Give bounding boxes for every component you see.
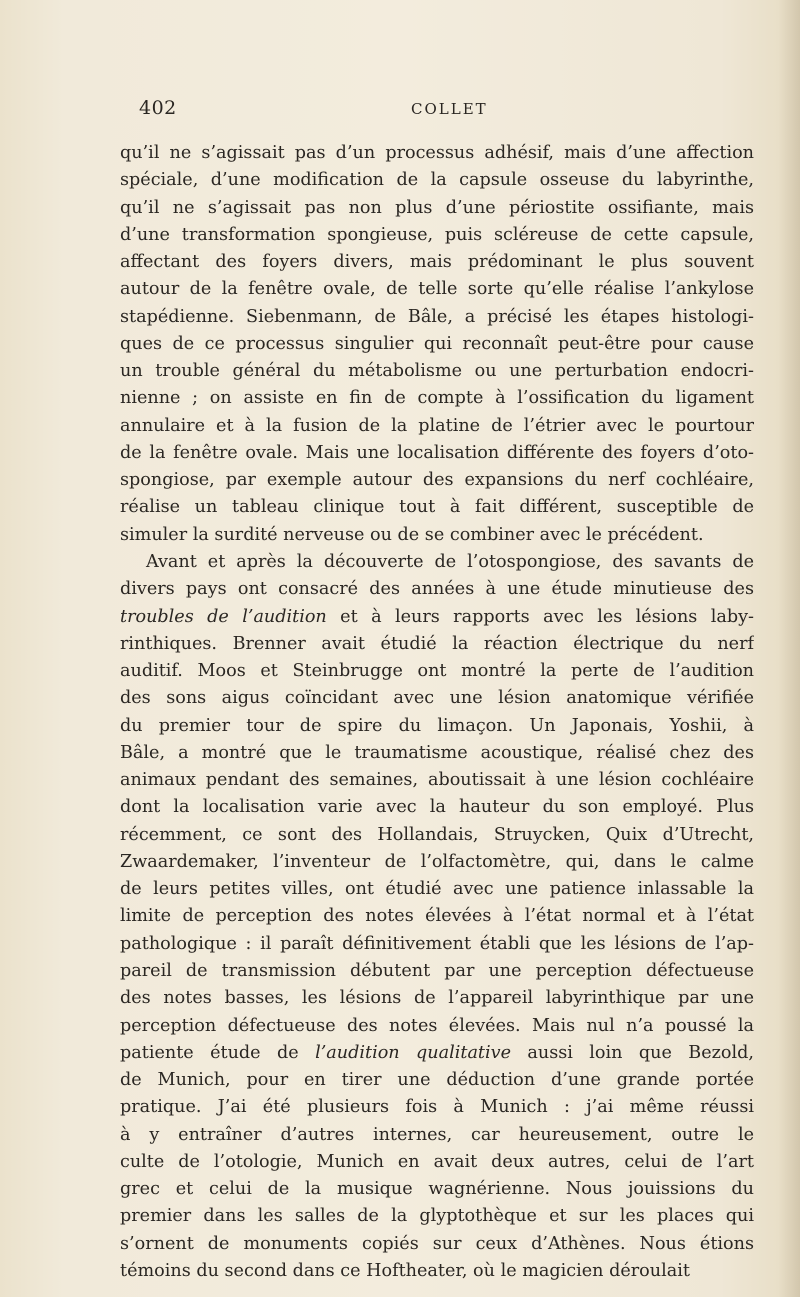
- text-line: affectant des foyers divers, mais prédominant le plus souvent: [120, 252, 754, 273]
- text-line: de la fenêtre ovale. Mais une localisation différente des foyers d’oto-: [120, 442, 754, 463]
- text-line: qu’il ne s’agissait pas d’un processus adhésif, mais d’une affection: [120, 143, 754, 163]
- text-line: spéciale, d’une modification de la capsule osseuse du labyrinthe,: [120, 170, 754, 191]
- text-line: à y entraîner d’autres internes, car heureusement, outre le: [120, 1124, 754, 1145]
- text-line: pareil de transmission débutent par une perception défectueuse: [120, 960, 754, 981]
- text-line: un trouble général du métabolisme ou une perturbation endocri-: [120, 361, 754, 382]
- text-line: premier dans les salles de la glyptothèque et sur les places qui: [120, 1206, 754, 1227]
- text-line: nienne ; on assiste en fin de compte à l’ossification du ligament: [120, 388, 754, 409]
- running-title: COLLET: [411, 100, 488, 118]
- italic-phrase: troubles de l’audition: [120, 606, 327, 627]
- text-line: spongiose, par exemple autour des expansions du nerf cochléaire,: [120, 470, 754, 491]
- text-line: ques de ce processus singulier qui reconnaît peut-être pour cause: [120, 333, 754, 354]
- text-line: limite de perception des notes élevées à l’état normal et à l’état: [120, 906, 754, 927]
- text-line: des sons aigus coïncidant avec une lésion anatomique vérifiée: [120, 688, 754, 709]
- italic-phrase: l’audition qualitative: [315, 1042, 511, 1063]
- text-line: pathologique : il paraît définitivement établi que les lésions de l’ap-: [120, 933, 754, 954]
- text-line: pratique. J’ai été plusieurs fois à Munich : j’ai même réussi: [120, 1097, 754, 1118]
- text-line: réalise un tableau clinique tout à fait différent, susceptible de: [120, 497, 754, 518]
- page-number: 402: [139, 97, 177, 119]
- text-line: divers pays ont consacré des années à une étude minutieuse des: [120, 579, 754, 600]
- text-line: rinthiques. Brenner avait étudié la réaction électrique du nerf: [120, 633, 754, 654]
- body-text: [120, 140, 754, 1285]
- running-head: [139, 97, 759, 123]
- text-line: récemment, ce sont des Hollandais, Struycken, Quix d’Utrecht,: [120, 824, 754, 845]
- text-line: du premier tour de spire du limaçon. Un Japonais, Yoshii, à: [120, 715, 754, 736]
- text-line: témoins du second dans ce Hoftheater, où le magicien déroulait: [120, 1260, 690, 1281]
- text-line: autour de la fenêtre ovale, de telle sorte qu’elle réalise l’ankylose: [120, 279, 754, 300]
- text-line: auditif. Moos et Steinbrugge ont montré la perte de l’audition: [120, 661, 754, 682]
- text-line: annulaire et à la fusion de la platine de l’étrier avec le pourtour: [120, 415, 754, 436]
- text-line: grec et celui de la musique wagnérienne. Nous jouissions du: [120, 1179, 754, 1200]
- text-line: de leurs petites villes, ont étudié avec une patience inlassable la: [120, 879, 754, 900]
- text-line: simuler la surdité nerveuse ou de se combiner avec le précédent.: [120, 524, 704, 545]
- page-edge-shadow: [778, 0, 800, 1297]
- text-line: patiente étude de l’audition qualitative aussi loin que Bezold,: [120, 1042, 754, 1063]
- text-line: qu’il ne s’agissait pas non plus d’une périostite ossifiante, mais: [120, 197, 754, 218]
- text-line: des notes basses, les lésions de l’appareil labyrinthique par une: [120, 988, 754, 1009]
- text-line: Bâle, a montré que le traumatisme acoustique, réalisé chez des: [120, 742, 754, 763]
- text-line: de Munich, pour en tirer une déduction d’une grande portée: [120, 1070, 754, 1091]
- text-line: s’ornent de monuments copiés sur ceux d’Athènes. Nous étions: [120, 1233, 754, 1254]
- text-line: culte de l’otologie, Munich en avait deux autres, celui de l’art: [120, 1151, 754, 1172]
- text-line: d’une transformation spongieuse, puis scléreuse de cette capsule,: [120, 224, 754, 245]
- text-line: dont la localisation varie avec la hauteur du son employé. Plus: [120, 797, 754, 818]
- text-line: perception défectueuse des notes élevées. Mais nul n’a poussé la: [120, 1015, 754, 1036]
- text-line: Avant et après la découverte de l’otospongiose, des savants de: [146, 551, 754, 572]
- text-line: animaux pendant des semaines, aboutissait à une lésion cochléaire: [120, 770, 754, 791]
- text-line: stapédienne. Siebenmann, de Bâle, a précisé les étapes histologi-: [120, 306, 754, 327]
- text-line: Zwaardemaker, l’inventeur de l’olfactomètre, qui, dans le calme: [120, 851, 754, 872]
- text-line: troubles de l’audition et à leurs rapports avec les lésions laby-: [120, 606, 754, 627]
